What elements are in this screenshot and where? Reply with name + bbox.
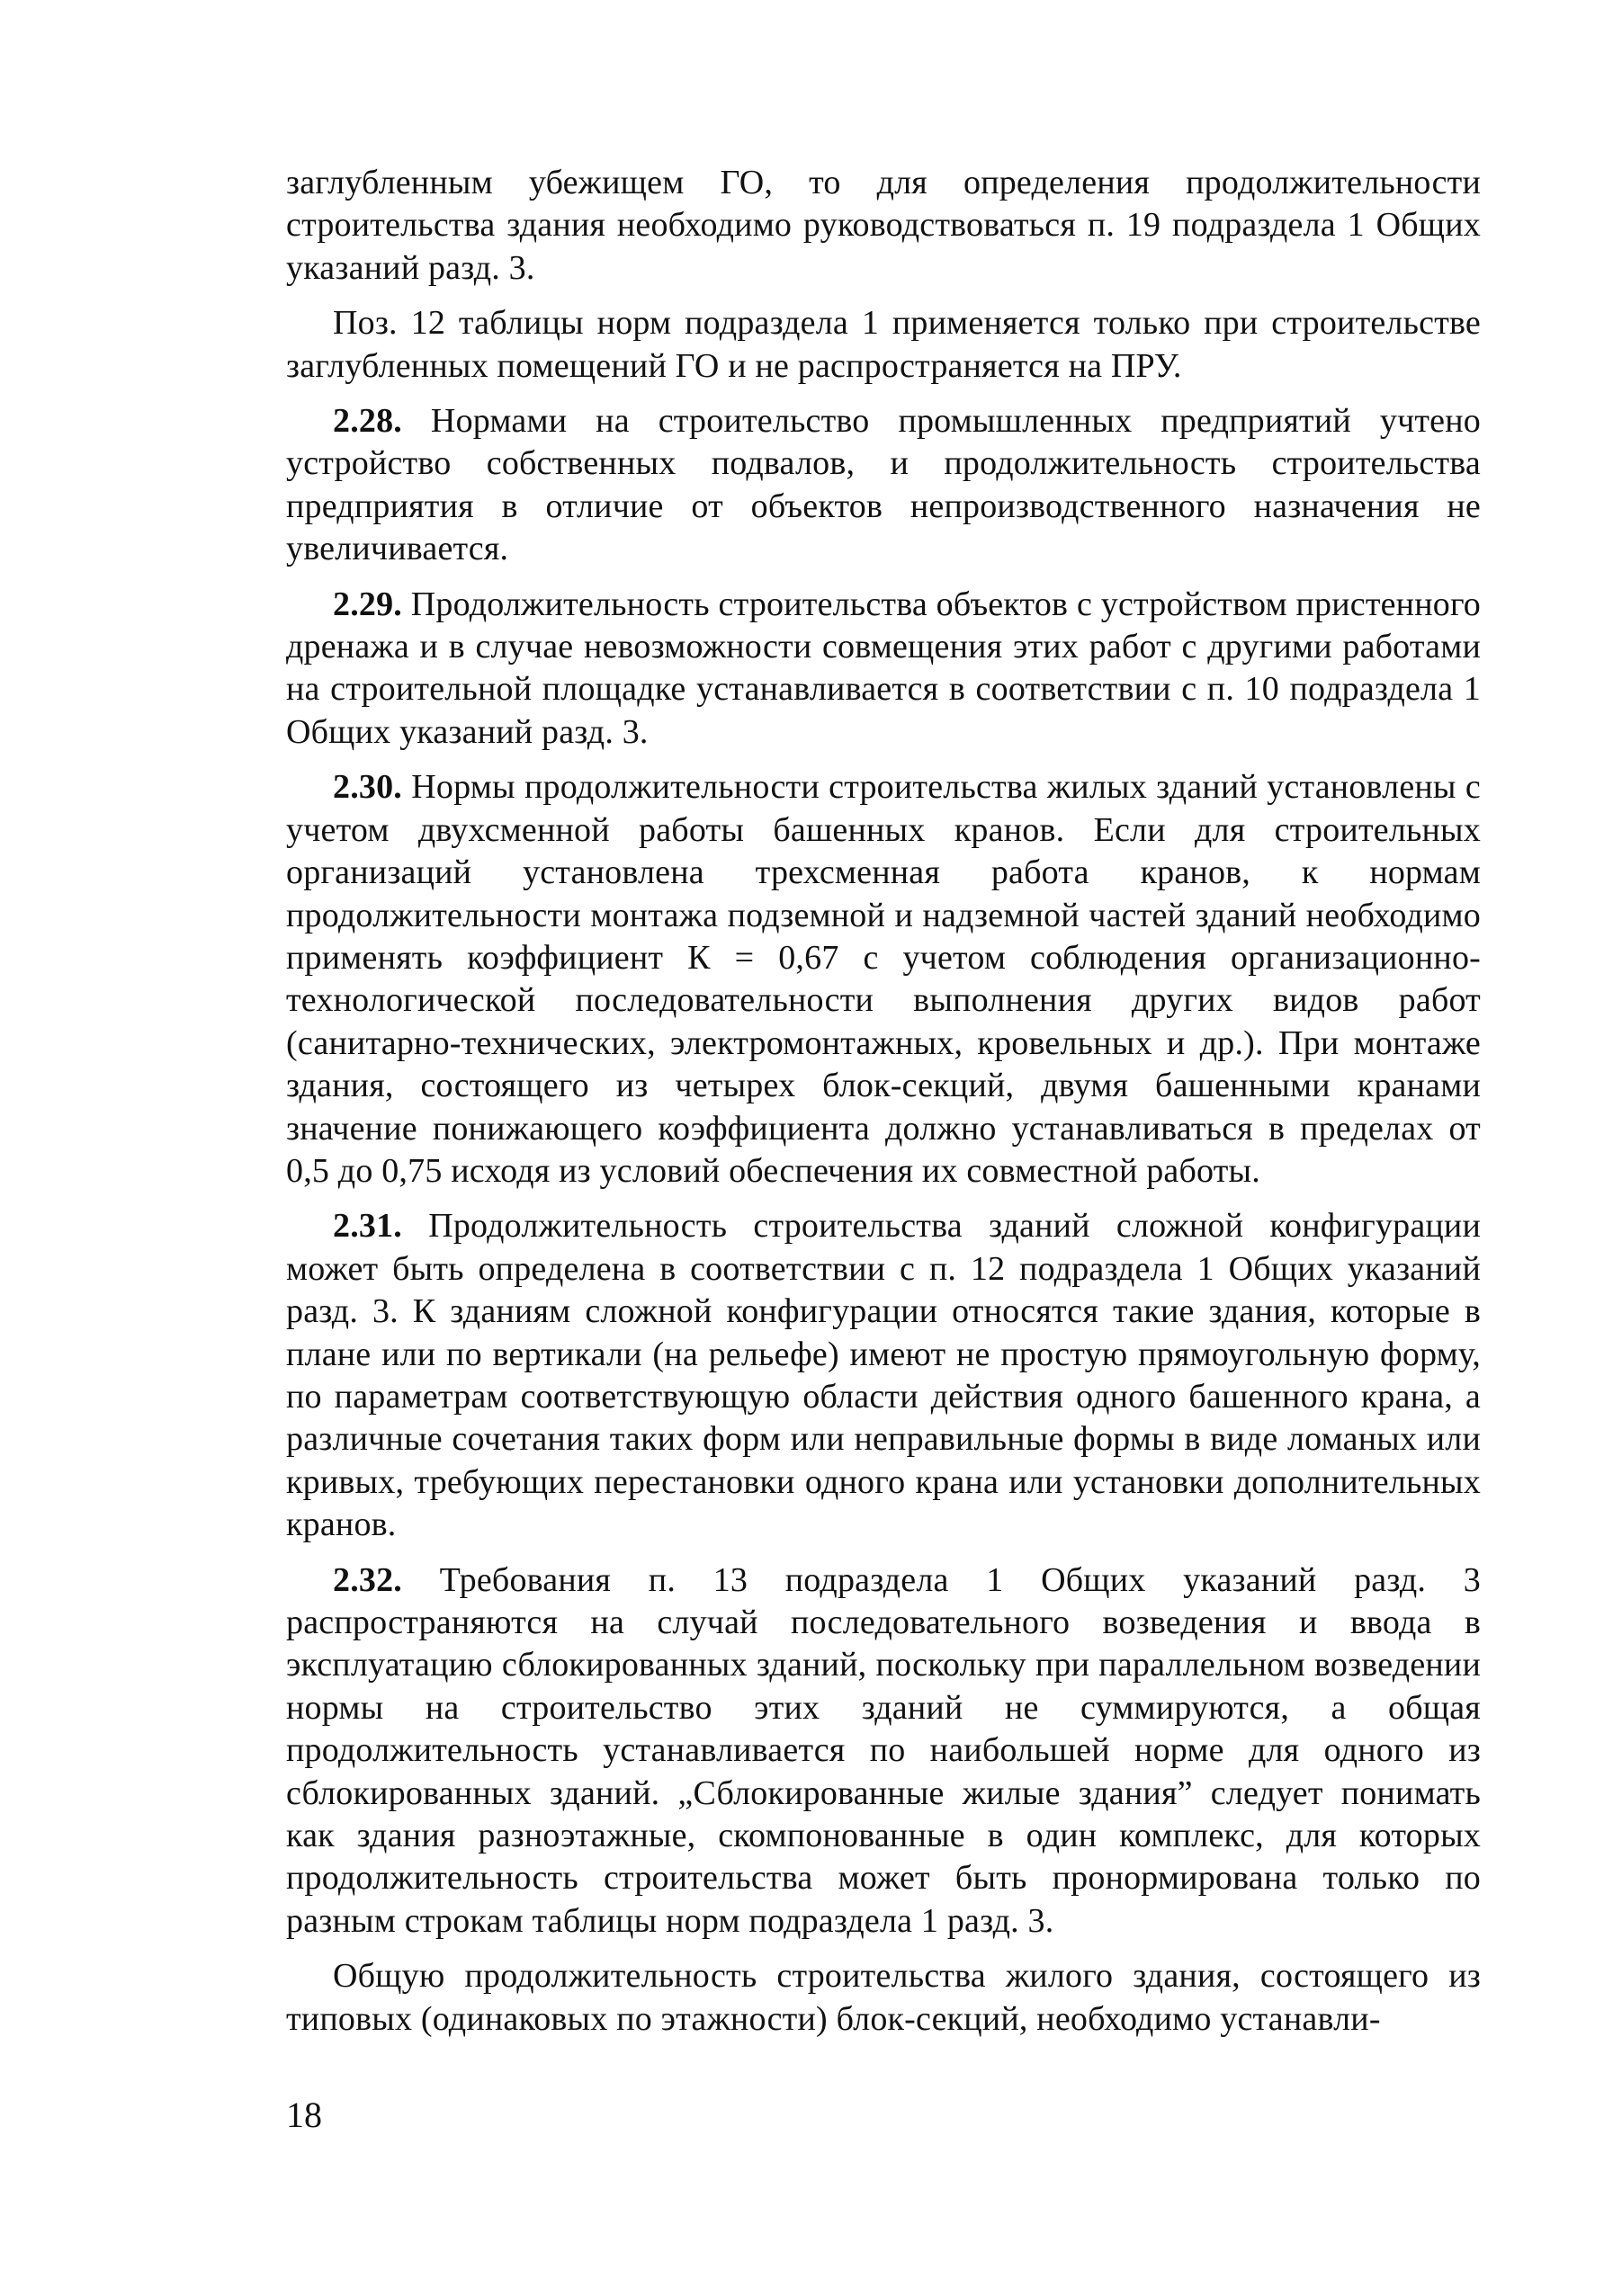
paragraph-text: Нормами на строительство промышленных предприятий учтено устройство собственных подвалов, и продолжительность строительства предприятия в отличие от объектов непроизводственного назначения не увеличивается. [286, 402, 1481, 568]
paragraph-2-31 [286, 1205, 1481, 1546]
paragraph-total-duration [286, 1955, 1481, 2041]
paragraph-text: Требования п. 13 подраздела 1 Общих указаний разд. 3 распространяются на случай последовательного возведения и ввода в эксплуатацию сблокированных зданий, поскольку при параллельном возведении нормы на строительство этих зданий не суммируются, а общая продолжительность устанавливается по наибольшей норме для одного из сблокированных зданий. „Сблокированные жилые здания” следует понимать как здания разноэтажные, скомпонованные в один комплекс, для которых продолжительность строительства может быть пронормирована только по разным строкам таблицы норм подраздела 1 разд. 3. [286, 1560, 1481, 1940]
paragraph-poz-12 [286, 302, 1481, 388]
paragraph-text: Продолжительность строительства объектов с устройством пристенного дренажа и в случае невозможности совмещения этих работ с другими работами на строительной площадке устанавливается в соответствии с п. 10 подраздела 1 Общих указаний разд. 3. [286, 585, 1481, 751]
clause-number: 2.31. [333, 1207, 402, 1246]
paragraph-2-32 [286, 1559, 1481, 1943]
paragraph-continuation [286, 162, 1481, 290]
paragraph-text: заглубленным убежищем ГО, то для определения продолжительности строительства здания необходимо руководствоваться п. 19 подраздела 1 Общих указаний разд. 3. [286, 164, 1481, 287]
paragraph-text: Нормы продолжительности строительства жилых зданий установлены с учетом двухсменной работы башенных кранов. Если для строительных организаций установлена трехсменная работа кранов, к нормам продолжительности монтажа подземной и надземной частей зданий необходимо применять коэффициент К = 0,67 с учетом соблюдения организационно-технологической последовательности выполнения других видов работ (санитарно-технических, электромонтажных, кровельных и др.). При монтаже здания, состоящего из четырех блок-секций, двумя башенными кранами значение понижающего коэффициента должно устанавливаться в пределах от 0,5 до 0,75 исходя из условий обеспечения их совместной работы. [286, 768, 1481, 1190]
clause-number: 2.30. [333, 768, 402, 807]
paragraph-2-30 [286, 766, 1481, 1193]
paragraph-2-29 [286, 584, 1481, 755]
paragraph-text: Продолжительность строительства зданий сложной конфигурации может быть определена в соответствии с п. 12 подраздела 1 Общих указаний разд. 3. К зданиям сложной конфигурации относятся такие здания, которые в плане или по вертикали (на рельефе) имеют не простую прямоугольную форму, по параметрам соответствующую области действия одного башенного крана, а различные сочетания таких форм или неправильные формы в виде ломаных или кривых, требующих перестановки одного крана или установки дополнительных кранов. [286, 1207, 1481, 1544]
paragraph-2-28 [286, 400, 1481, 571]
paragraph-text: Общую продолжительность строительства жилого здания, состоящего из типовых (одинаковых по этажности) блок-секций, необходимо устанавли- [286, 1957, 1481, 2038]
paragraph-text: Поз. 12 таблицы норм подраздела 1 применяется только при строительстве заглубленных помещений ГО и не распространяется на ПРУ. [286, 304, 1481, 385]
clause-number: 2.29. [333, 585, 402, 623]
page-number: 18 [286, 2095, 322, 2135]
clause-number: 2.28. [333, 402, 402, 441]
body-text [286, 162, 1481, 2053]
clause-number: 2.32. [333, 1560, 402, 1599]
